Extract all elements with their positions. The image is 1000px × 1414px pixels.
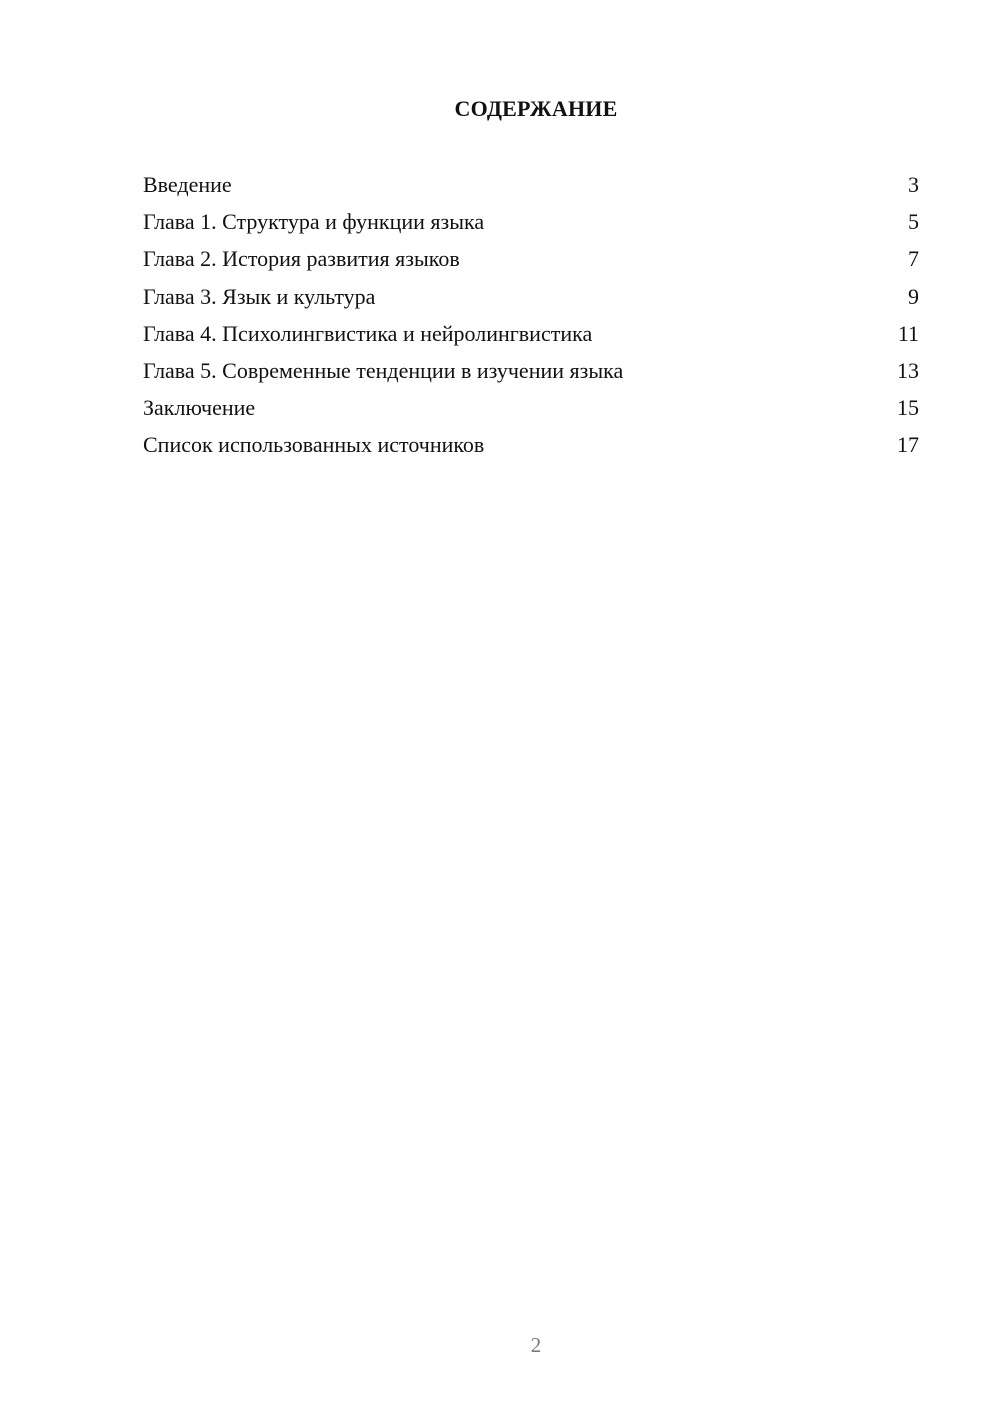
toc-entry-title: Глава 5. Современные тенденции в изучении языка [143, 357, 624, 383]
toc-entry-conclusion[interactable] [143, 394, 919, 431]
toc-entry-page-number: 5 [908, 209, 919, 235]
toc-entry-chapter-3[interactable] [143, 283, 919, 320]
toc-entry-title: Глава 1. Структура и функции языка [143, 209, 485, 235]
toc-entry-title: Глава 2. История развития языков [143, 246, 460, 272]
toc-entry-page-number: 11 [897, 320, 919, 346]
toc-entry-introduction[interactable] [143, 171, 919, 208]
toc-entry-page-number: 17 [897, 432, 919, 458]
toc-entry-page-number: 15 [897, 395, 919, 421]
table-of-contents [143, 171, 919, 469]
toc-entry-title: Глава 3. Язык и культура [143, 283, 376, 309]
toc-entry-chapter-5[interactable] [143, 357, 919, 394]
toc-entry-title: Список использованных источников [143, 432, 485, 458]
toc-entry-page-number: 13 [897, 357, 919, 383]
toc-entry-title: Глава 4. Психолингвистика и нейролингвистика [143, 320, 593, 346]
toc-entry-references[interactable] [143, 431, 919, 468]
toc-entry-page-number: 3 [908, 172, 919, 197]
toc-entry-title: Заключение [143, 395, 256, 421]
toc-heading: СОДЕРЖАНИЕ [454, 96, 618, 121]
toc-entry-chapter-1[interactable] [143, 208, 919, 245]
toc-entry-page-number: 9 [908, 283, 919, 309]
toc-entry-chapter-2[interactable] [143, 245, 919, 282]
page-number: 2 [530, 1333, 542, 1357]
toc-entry-title: Введение [143, 172, 232, 197]
toc-entry-page-number: 7 [908, 246, 919, 272]
toc-entry-chapter-4[interactable] [143, 320, 919, 357]
